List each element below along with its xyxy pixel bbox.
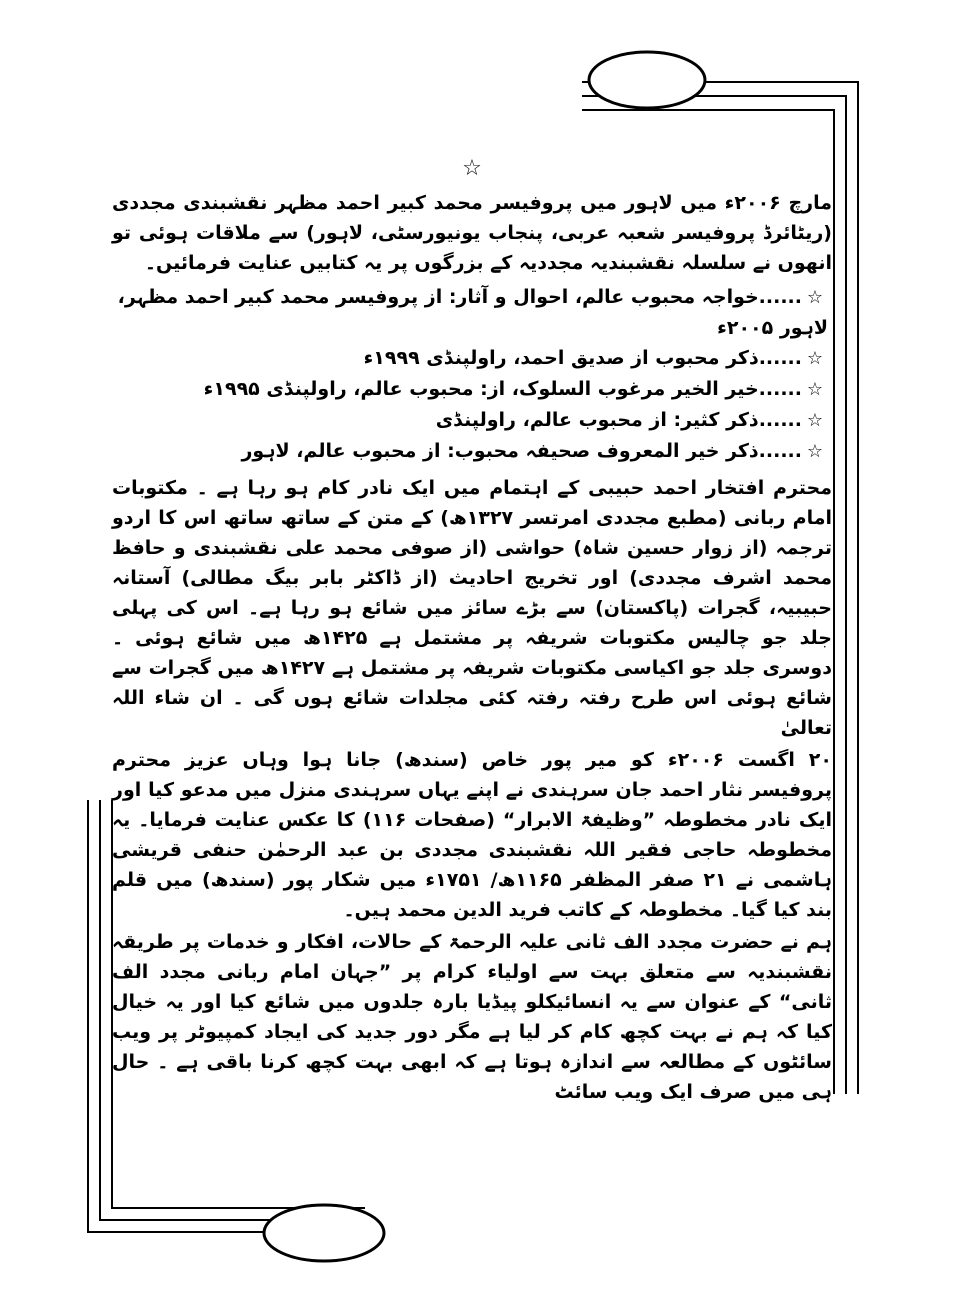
star-bullet-icon: ☆ — [806, 410, 824, 431]
list-item: ☆......خواجہ محبوب عالم، احوال و آثار: از پروفیسر محمد کبیر احمد مظہر، لاہور ۲۰۰۵ء — [112, 282, 832, 343]
list-item: ☆......ذکر محبوب از صدیق احمد، راولپنڈی ۱۹۹۹ء — [112, 343, 832, 374]
top-oval-ornament — [589, 52, 705, 108]
list-item: ☆......ذکر کثیر: از محبوب عالم، راولپنڈی — [112, 405, 832, 436]
manuscript-paragraph: ۲۰ اگست ۲۰۰۶ء کو میر پور خاص (سندھ) جانا ہوا وہاں عزیز محترم پروفیسر نثار احمد جان سرہندی نے اپنے یہاں سرہندی منزل میں مدعو کیا اور ایک نادر مخطوطہ ”وظیفۃ الابرار“ (صفحات ۱۱۶) کا عکس عنایت فرمایا۔ یہ مخطوطہ حاجی فقیر اللہ نقشبندی مجددی بن عبد الرحمٰن حنفی قریشی ہاشمی نے ۲۱ صفر المظفر ۱۱۶۵ھ/ ۱۷۵۱ء میں شکار پور (سندھ) میں قلم بند کیا گیا۔ مخطوطہ کے کاتب فرید الدین محمد ہیں۔ — [112, 749, 832, 921]
book-list — [112, 282, 832, 467]
maktubat-paragraph: محترم افتخار احمد حبیبی کے اہتمام میں ایک نادر کام ہو رہا ہے ۔ مکتوبات امام ربانی (مطبع مجددی امرتسر ۱۳۲۷ھ) کے متن کے ساتھ ساتھ اس کا اردو ترجمہ (از زوار حسین شاہ) حواشی (از صوفی محمد علی نقشبندی و حافظ محمد اشرف مجددی) اور تخریج احادیث (از ڈاکٹر بابر بیگ مطالی) آستانہ حبیبیہ، گجرات (پاکستان) سے بڑے سائز میں شائع ہو رہا ہے۔ اس کی پہلی جلد جو چالیس مکتوبات شریفہ پر مشتمل ہے ۱۴۲۵ھ میں شائع ہوئی ۔ دوسری جلد جو اکیاسی مکتوبات شریفہ پر مشتمل ہے ۱۴۲۷ھ میں گجرات سے شائع ہوئی اس طرح رفتہ رفتہ کئی مجلدات شائع ہوں گی ۔ ان شاء اللہ تعالیٰ — [112, 477, 832, 739]
star-bullet-icon: ☆ — [806, 348, 824, 369]
list-item: ☆......ذکر خیر المعروف صحیفہ محبوب: از محبوب عالم، لاہور — [112, 436, 832, 467]
bottom-oval-ornament — [264, 1205, 384, 1261]
star-bullet-icon: ☆ — [806, 287, 824, 308]
star-bullet-icon: ☆ — [806, 441, 824, 462]
intro-paragraph: مارچ ۲۰۰۶ء میں لاہور میں پروفیسر محمد کبیر احمد مظہر نقشبندی مجددی (ریٹائرڈ پروفیسر شعبہ عربی، پنجاب یونیورسٹی، لاہور) سے ملاقات ہوئی تو انھوں نے سلسلہ نقشبندیہ مجددیہ کے بزرگوں پر یہ کتابیں عنایت فرمائیں۔ — [112, 192, 832, 274]
document-body — [112, 158, 832, 1107]
list-item: ☆......خیر الخیر مرغوب السلوک، از: محبوب عالم، راولپنڈی ۱۹۹۵ء — [112, 374, 832, 405]
star-ornament-icon: ☆ — [462, 156, 482, 181]
star-bullet-icon: ☆ — [806, 379, 824, 400]
encyclopedia-paragraph: ہم نے حضرت مجدد الف ثانی علیہ الرحمۃ کے حالات، افکار و خدمات پر طریقہ نقشبندیہ سے متعلق بہت سے اولیاء کرام پر ”جہان امام ربانی مجدد الف ثانی“ کے عنوان سے یہ انسائیکلو پیڈیا بارہ جلدوں میں شائع کیا اور یہ خیال کیا کہ ہم نے بہت کچھ کام کر لیا ہے مگر دور جدید کی ایجاد کمپیوٹر پر ویب سائٹوں کے مطالعہ سے اندازہ ہوتا ہے کہ ابھی بہت کچھ کرنا باقی ہے ۔ حال ہی میں صرف ایک ویب سائٹ — [112, 931, 832, 1103]
